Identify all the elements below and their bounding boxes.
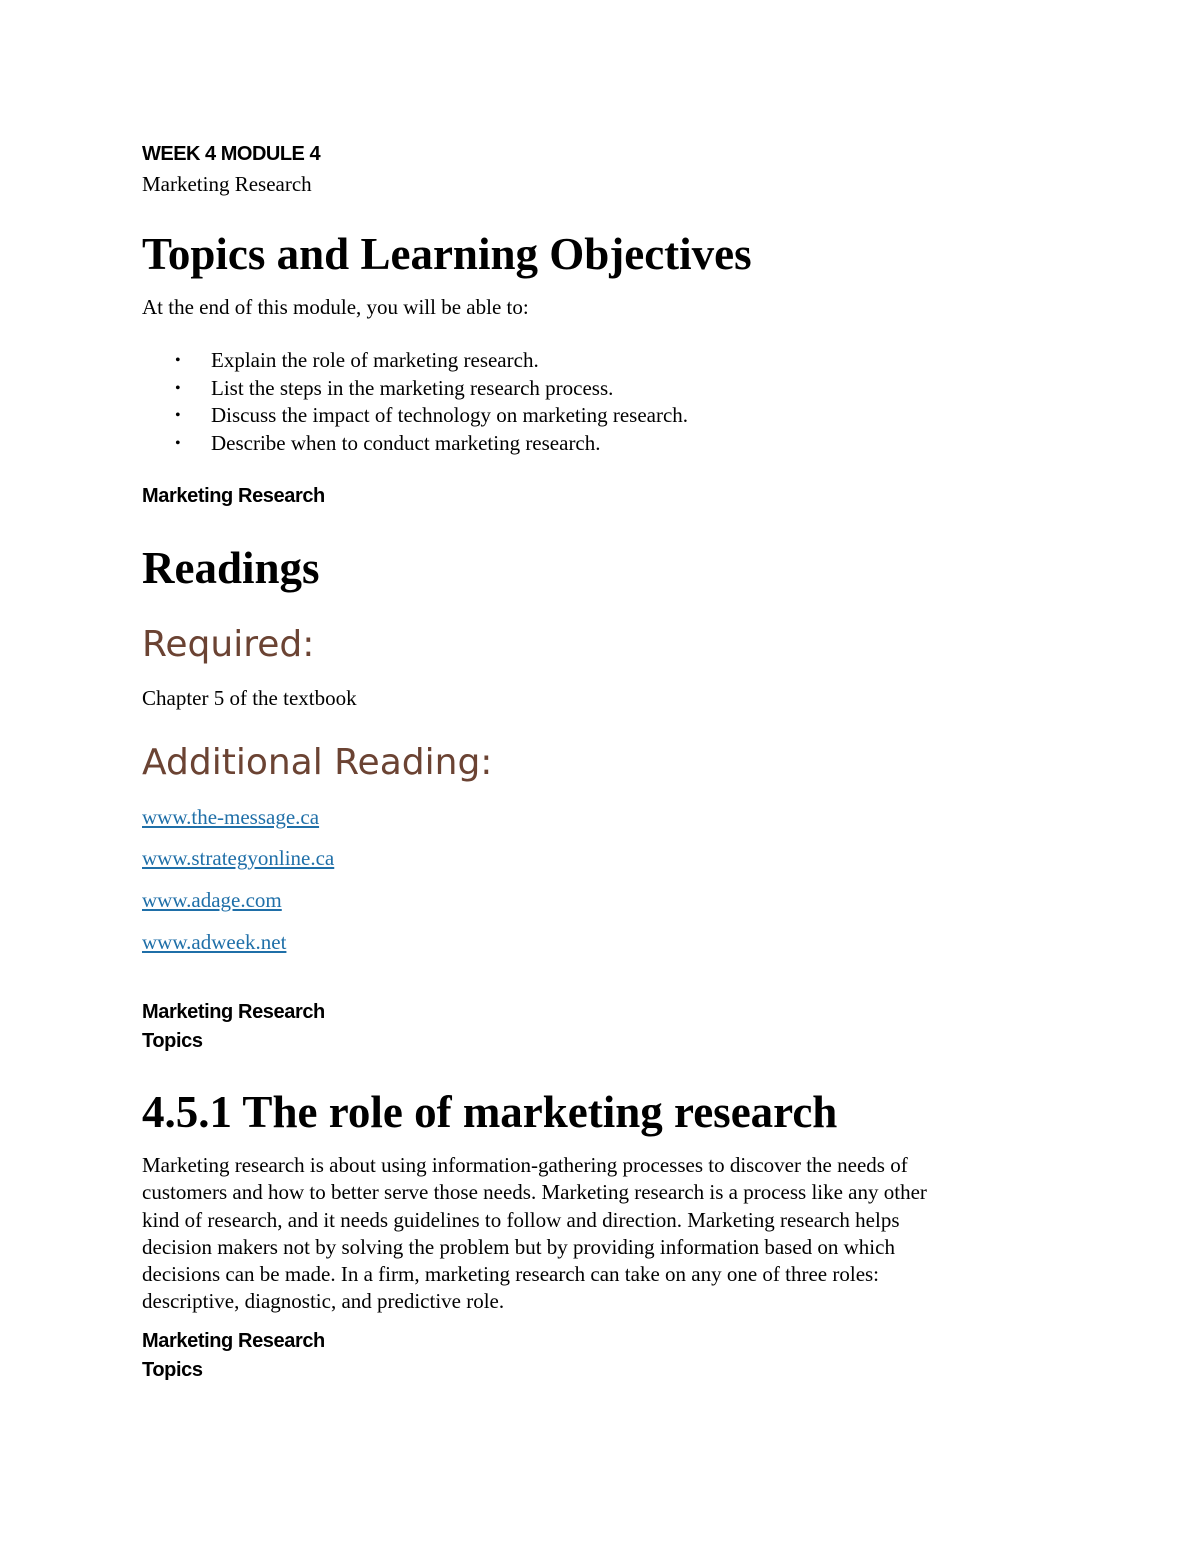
footer-section-label: Marketing Research	[142, 1330, 325, 1352]
objectives-intro: At the end of this module, you will be able to:	[142, 295, 529, 319]
bullet-icon: •	[175, 379, 181, 397]
required-reading-text: Chapter 5 of the textbook	[142, 686, 357, 710]
topics-section-sub: Topics	[142, 1030, 203, 1052]
list-item: • List the steps in the marketing research process.	[142, 375, 688, 403]
subject-subtitle: Marketing Research	[142, 172, 312, 196]
link-adage[interactable]: www.adage.com	[142, 888, 282, 912]
readings-heading: Readings	[142, 543, 320, 593]
link-the-message[interactable]: www.the-message.ca	[142, 805, 320, 829]
topic-heading: 4.5.1 The role of marketing research	[142, 1087, 838, 1137]
paragraph-line: customers and how to better serve those needs. Marketing research is a process like any other	[142, 1180, 927, 1205]
list-item: • Discuss the impact of technology on marketing research.	[142, 402, 688, 430]
paragraph-line: Marketing research is about using information-gathering processes to discover the needs of	[142, 1153, 908, 1177]
paragraph-line: descriptive, diagnostic, and predictive role.	[142, 1289, 505, 1314]
footer-section-sub: Topics	[142, 1359, 203, 1381]
paragraph-line: kind of research, and it needs guidelines to follow and direction. Marketing research helps	[142, 1207, 900, 1232]
readings-section-label: Marketing Research	[142, 485, 325, 507]
required-heading: Required:	[142, 624, 315, 665]
paragraph-line: decisions can be made. In a firm, marketing research can take on any one of three roles:	[142, 1262, 880, 1287]
bullet-icon: •	[175, 434, 181, 452]
paragraph-line: decision makers not by solving the problem but by providing information based on which	[142, 1234, 895, 1259]
list-item: • Describe when to conduct marketing research.	[142, 430, 688, 458]
topics-section-label: Marketing Research	[142, 1001, 325, 1023]
bullet-icon: •	[175, 352, 181, 369]
objectives-heading: Topics and Learning Objectives	[142, 229, 752, 279]
objectives-list	[142, 347, 688, 457]
link-adweek[interactable]: www.adweek.net	[142, 930, 287, 954]
topic-body-paragraph	[142, 1152, 1042, 1316]
list-item: • Explain the role of marketing research.	[142, 347, 688, 375]
link-strategyonline[interactable]: www.strategyonline.ca	[142, 846, 335, 870]
bullet-icon: •	[175, 407, 181, 424]
week-module-label: WEEK 4 MODULE 4	[142, 143, 321, 165]
additional-reading-heading: Additional Reading:	[142, 742, 493, 783]
